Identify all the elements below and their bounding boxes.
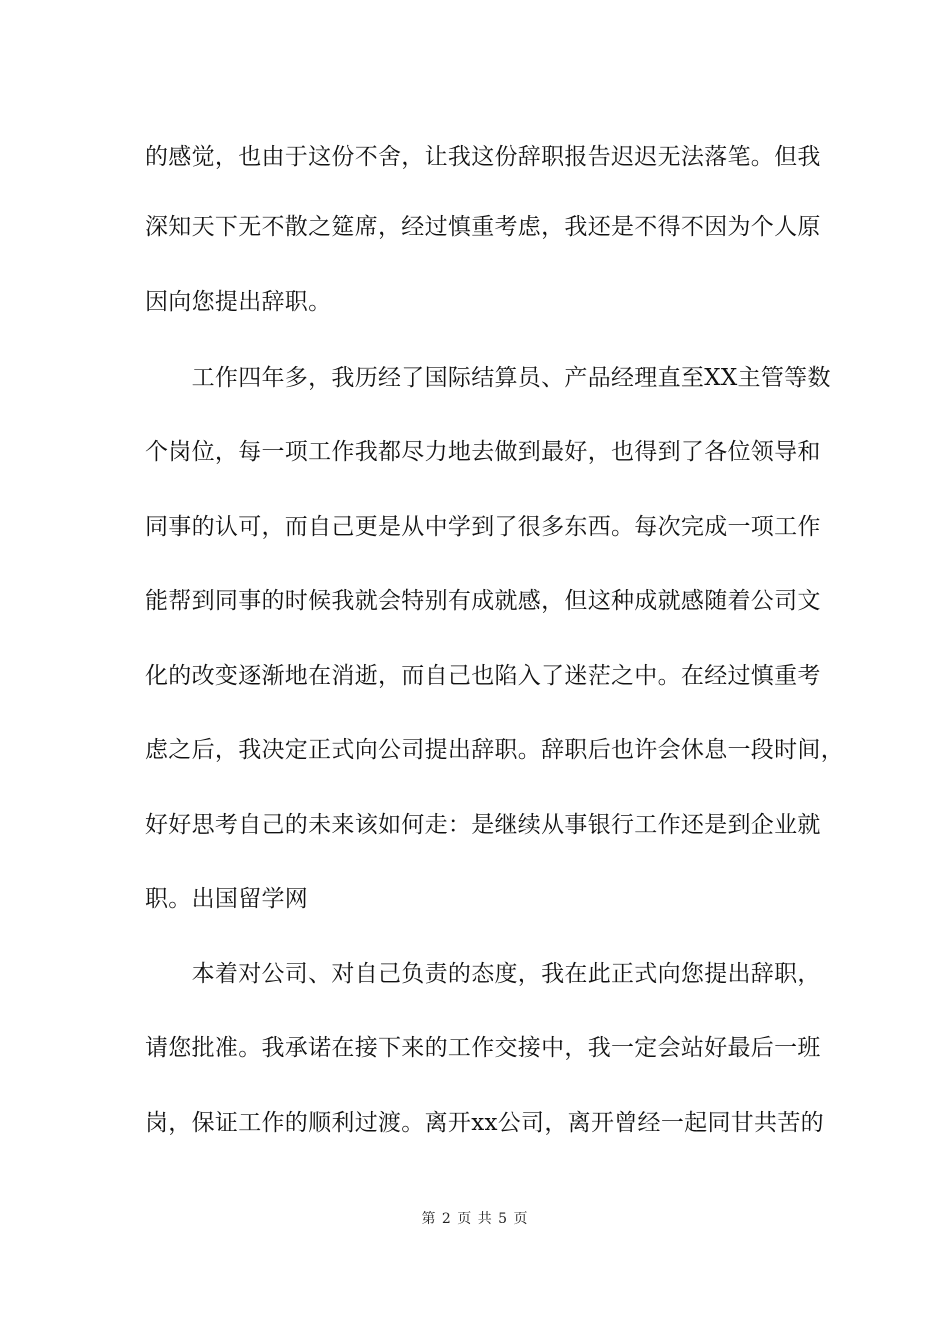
body-line: 职。出国留学网	[145, 886, 309, 912]
body-line: 化的改变逐渐地在消逝，而自己也陷入了迷茫之中。在经过慎重考	[145, 663, 821, 689]
page-number-footer: 第 2 页 共 5 页	[421, 1211, 529, 1227]
body-line: 本着对公司、对自己负责的态度，我在此正式向您提出辞职，	[145, 961, 821, 987]
body-line: 岗，保证工作的顺利过渡。离开xx公司，离开曾经一起同甘共苦的	[145, 1110, 824, 1136]
body-line: 虑之后，我决定正式向公司提出辞职。辞职后也许会休息一段时间，	[145, 737, 844, 763]
body-line: 工作四年多，我历经了国际结算员、产品经理直至XX主管等数	[145, 365, 831, 391]
body-line: 深知天下无不散之筵席，经过慎重考虑，我还是不得不因为个人原	[145, 214, 821, 240]
body-line: 能帮到同事的时候我就会特别有成就感，但这种成就感随着公司文	[145, 588, 821, 614]
body-line: 个岗位，每一项工作我都尽力地去做到最好，也得到了各位领导和	[145, 439, 821, 465]
body-line: 同事的认可，而自己更是从中学到了很多东西。每次完成一项工作	[145, 514, 821, 540]
body-line: 因向您提出辞职。	[145, 289, 332, 315]
body-line: 的感觉，也由于这份不舍，让我这份辞职报告迟迟无法落笔。但我	[145, 144, 821, 170]
body-line: 好好思考自己的未来该如何走：是继续从事银行工作还是到企业就	[145, 812, 821, 838]
body-line: 请您批准。我承诺在接下来的工作交接中，我一定会站好最后一班	[145, 1035, 821, 1061]
